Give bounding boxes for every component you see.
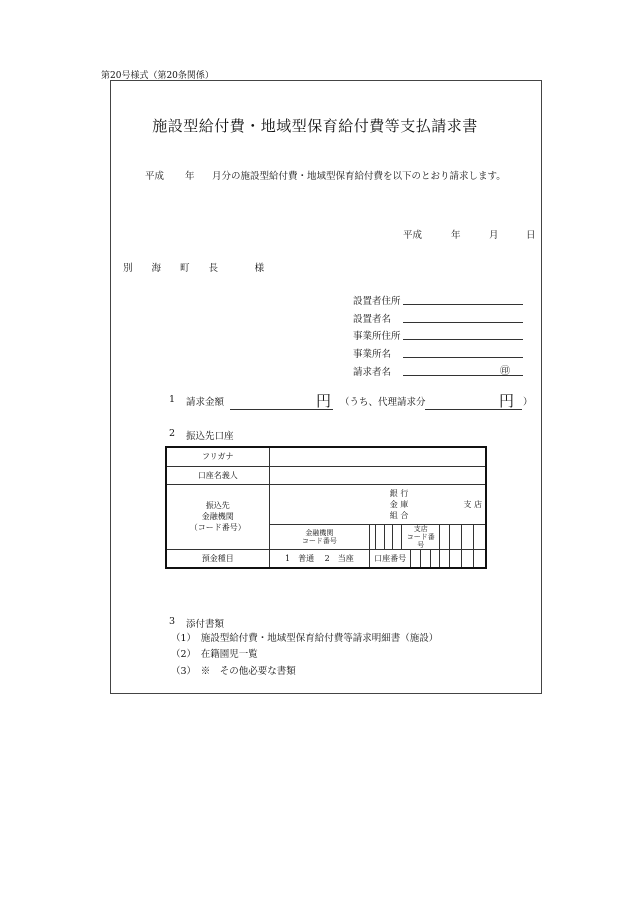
office-address-field[interactable] <box>403 339 523 340</box>
facility-name-field[interactable] <box>403 322 523 323</box>
requester-label: 請求者名 <box>353 367 392 378</box>
intro-year-unit: 年 <box>185 171 195 182</box>
section2-label: 振込先口座 <box>186 431 234 442</box>
proxy-close-paren: ） <box>523 397 533 408</box>
account-digit-4[interactable] <box>440 549 450 568</box>
bank-type-3: 組 合 <box>389 510 409 520</box>
branch-code-label: 支店 コード番号 <box>402 524 440 549</box>
section1-label: 請求金額 <box>186 397 225 408</box>
account-holder-label: 口座名義人 <box>166 466 269 484</box>
account-digit-1[interactable] <box>410 549 420 568</box>
document-title: 施設型給付費・地域型保育給付費等支払請求書 <box>152 117 478 135</box>
date-year[interactable]: 年 <box>451 230 461 241</box>
amount-yen: 円 <box>316 392 332 410</box>
bank-name-field[interactable] <box>269 484 410 524</box>
facility-address-field[interactable] <box>403 304 523 305</box>
branch-label: 支 店 <box>463 499 482 509</box>
account-number-label: 口座番号 <box>370 549 411 568</box>
branch-code-digit-1[interactable] <box>440 524 450 549</box>
branch-name-field[interactable] <box>410 484 486 524</box>
attachment-item: （1） 施設型給付費・地域型保育給付費等請求明細書（施設） <box>171 633 439 644</box>
attachment-item: （2） 在籍園児一覧 <box>171 649 258 660</box>
date-day[interactable]: 日 <box>526 230 536 241</box>
deposit-type-label: 預金種目 <box>166 549 269 568</box>
addressee: 別 海 町 長 様 <box>123 263 273 274</box>
attachment-item: （3） ※ その他必要な書類 <box>171 666 296 677</box>
bank-account-table <box>165 446 487 569</box>
deposit-type-options[interactable]: 1 普通 2 当座 <box>269 549 370 568</box>
bank-code-digit-4[interactable] <box>393 524 402 549</box>
bank-type-2: 金 庫 <box>389 499 409 509</box>
date-era: 平成 <box>403 230 423 241</box>
date-month[interactable]: 月 <box>489 230 499 241</box>
seal-icon: ㊞ <box>500 366 510 377</box>
facility-name-label: 設置者名 <box>353 314 392 325</box>
account-holder-field[interactable] <box>269 466 486 484</box>
bank-code-label: 金融機関 コード番号 <box>269 524 370 549</box>
account-digit-6[interactable] <box>462 549 474 568</box>
office-address-label: 事業所住所 <box>353 331 401 342</box>
intro-text: 月分の施設型給付費・地域型保育給付費を以下のとおり請求します。 <box>212 171 506 182</box>
account-digit-2[interactable] <box>420 549 430 568</box>
office-name-label: 事業所名 <box>353 349 392 360</box>
proxy-yen: 円 <box>499 392 515 410</box>
intro-era: 平成 <box>145 171 165 182</box>
section1-number: 1 <box>169 394 176 405</box>
facility-address-label: 設置者住所 <box>353 296 401 307</box>
bank-code-digit-2[interactable] <box>375 524 384 549</box>
account-digit-3[interactable] <box>430 549 440 568</box>
office-name-field[interactable] <box>403 357 523 358</box>
bank-type-1: 銀 行 <box>389 488 409 498</box>
form-number: 第20号様式（第20条関係） <box>101 71 214 81</box>
proxy-text: （うち、代理請求分 <box>340 397 426 408</box>
branch-code-digit-2[interactable] <box>450 524 462 549</box>
section3-label: 添付書類 <box>186 619 225 630</box>
section3-number: 3 <box>169 616 176 627</box>
furigana-label: フリガナ <box>166 447 269 466</box>
section2-number: 2 <box>169 428 176 439</box>
account-digit-7[interactable] <box>474 549 486 568</box>
furigana-field[interactable] <box>269 447 486 466</box>
bank-code-digit-3[interactable] <box>384 524 393 549</box>
bank-label: 振込先 金融機関 （コード番号） <box>166 484 269 549</box>
branch-code-digit-3[interactable] <box>462 524 474 549</box>
account-digit-5[interactable] <box>450 549 462 568</box>
